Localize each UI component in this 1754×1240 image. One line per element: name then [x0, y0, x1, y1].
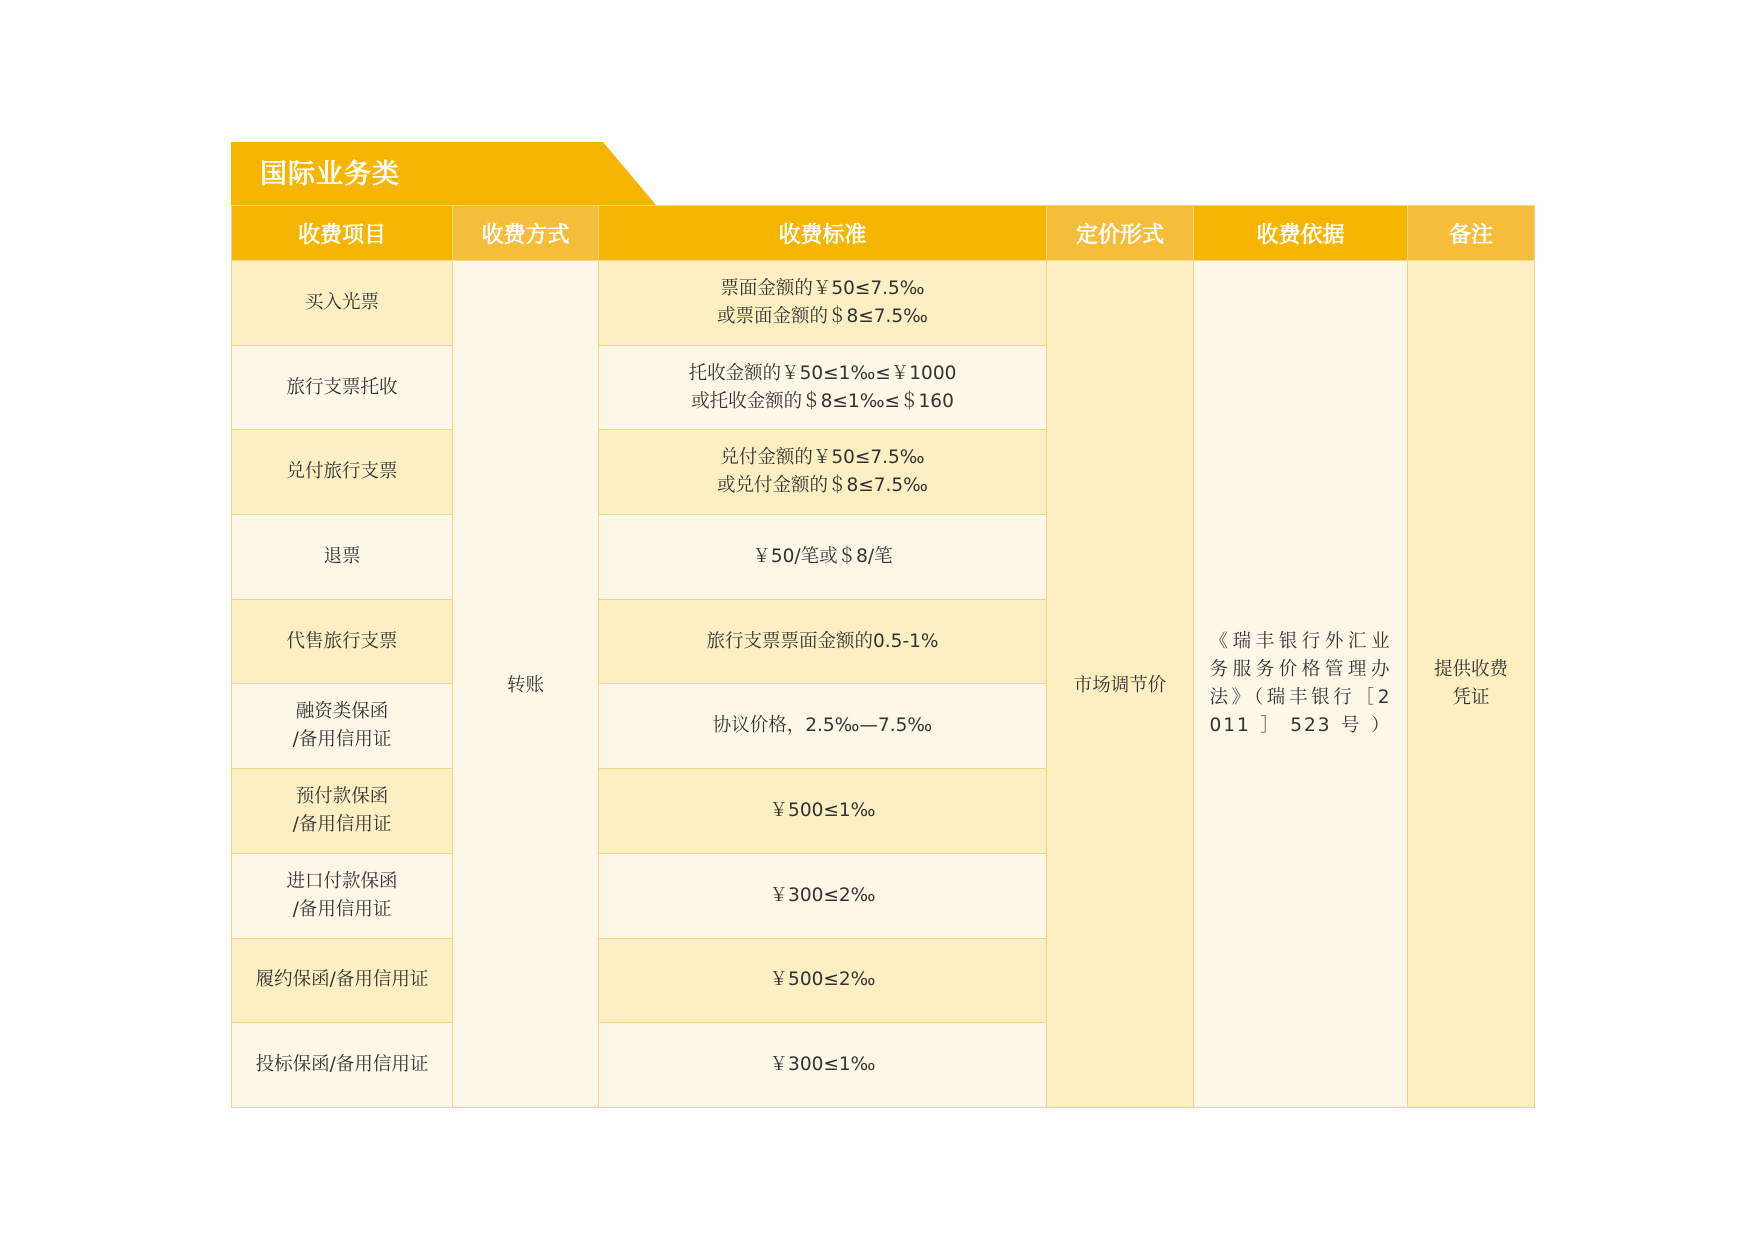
fee-standard-cell — [599, 853, 1047, 938]
fee-standard-text: ￥500≤1‰ — [769, 799, 876, 821]
remark-text: 凭证 — [1452, 686, 1490, 708]
fee-item-cell — [232, 684, 453, 769]
fee-item-text: /备用信用证 — [292, 898, 392, 920]
fee-item-cell — [232, 1023, 453, 1108]
fee-standard-text: 或托收金额的＄8≤1‰≤＄160 — [691, 390, 954, 412]
header-basis: 收费依据 — [1194, 206, 1408, 261]
fee-method-cell: 转账 — [453, 261, 599, 1108]
fee-item-cell — [232, 345, 453, 430]
fee-item-cell — [232, 599, 453, 684]
fee-standard-cell — [599, 938, 1047, 1023]
remark-text: 提供收费 — [1433, 658, 1508, 680]
fee-standard-text: ￥300≤2‰ — [769, 884, 876, 906]
fee-standard-text: 协议价格，2.5‰—7.5‰ — [712, 715, 933, 737]
header-standard: 收费标准 — [599, 206, 1047, 261]
fee-item-cell — [232, 515, 453, 600]
section-title: 国际业务类 — [260, 159, 400, 190]
fee-item-text: 旅行支票托收 — [286, 376, 398, 398]
fee-standard-cell — [599, 684, 1047, 769]
fee-item-text: 兑付旅行支票 — [286, 461, 398, 483]
header-note: 备注 — [1408, 206, 1535, 261]
table-body — [232, 261, 1535, 1108]
fee-item-text: 融资类保函 — [295, 701, 389, 723]
fee-item-text: 履约保函/备用信用证 — [255, 969, 429, 991]
fee-standard-cell — [599, 769, 1047, 854]
fee-standard-text: 票面金额的￥50≤7.5‰ — [720, 277, 925, 299]
fee-basis-text: 《瑞丰银行外汇业务服务价格管理办法》（瑞丰银行［2011］523号） — [1209, 630, 1392, 736]
header-method: 收费方式 — [453, 206, 599, 261]
remark-cell — [1408, 261, 1535, 1108]
fee-standard-text: ￥300≤1‰ — [769, 1054, 876, 1076]
fee-item-cell — [232, 853, 453, 938]
fee-item-cell — [232, 430, 453, 515]
fee-item-text: 投标保函/备用信用证 — [255, 1054, 429, 1076]
fee-standard-text: 兑付金额的￥50≤7.5‰ — [720, 447, 925, 469]
fee-item-cell — [232, 769, 453, 854]
fee-standard-text: ￥50/笔或＄8/笔 — [752, 545, 893, 567]
table-header-row — [232, 206, 1535, 261]
fee-item-text: 代售旅行支票 — [286, 630, 398, 652]
header-pricing: 定价形式 — [1047, 206, 1194, 261]
fee-table — [231, 205, 1535, 1108]
fee-standard-cell — [599, 345, 1047, 430]
fee-item-text: 预付款保函 — [295, 785, 389, 807]
fee-item-text: 买入光票 — [304, 291, 379, 313]
fee-standard-text: 托收金额的￥50≤1‰≤￥1000 — [688, 362, 957, 384]
fee-item-cell — [232, 261, 453, 346]
fee-standard-cell — [599, 599, 1047, 684]
fee-item-text: 进口付款保函 — [286, 870, 398, 892]
pricing-form-cell: 市场调节价 — [1047, 261, 1194, 1108]
fee-standard-cell — [599, 261, 1047, 346]
table-row — [232, 261, 1535, 346]
fee-item-text: /备用信用证 — [292, 813, 392, 835]
fee-standard-text: 或兑付金额的＄8≤7.5‰ — [716, 475, 929, 497]
fee-standard-text: ￥500≤2‰ — [769, 969, 876, 991]
fee-standard-cell — [599, 1023, 1047, 1108]
fee-item-text: 退票 — [323, 545, 361, 567]
fee-basis-cell — [1194, 261, 1408, 1108]
fee-standard-cell — [599, 430, 1047, 515]
fee-standard-text: 或票面金额的＄8≤7.5‰ — [716, 305, 929, 327]
fee-item-text: /备用信用证 — [292, 729, 392, 751]
fee-item-cell — [232, 938, 453, 1023]
fee-standard-text: 旅行支票票面金额的0.5-1% — [706, 630, 939, 652]
header-item: 收费项目 — [232, 206, 453, 261]
fee-standard-cell — [599, 515, 1047, 600]
